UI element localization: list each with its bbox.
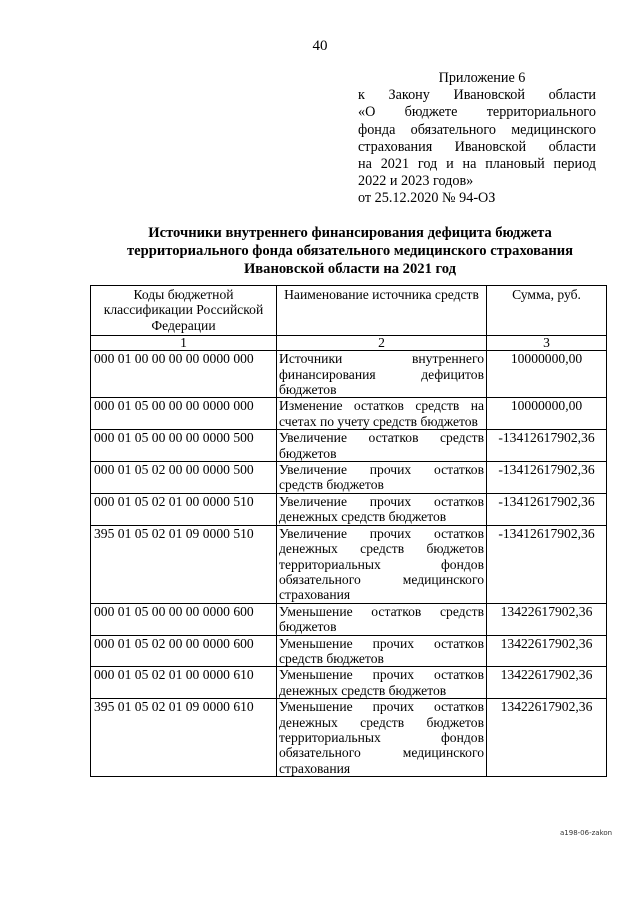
row-code: 000 01 05 02 01 00 0000 510 <box>91 493 277 525</box>
row-name: Источники внутреннего финансирования дефицитов бюджетов <box>277 351 487 398</box>
appendix-header <box>358 70 596 208</box>
table-row <box>91 699 607 777</box>
row-name: Изменение остатков средств на счетах по учету средств бюджетов <box>277 398 487 430</box>
row-sum: -13412617902,36 <box>487 525 607 603</box>
row-sum: 13422617902,36 <box>487 699 607 777</box>
table-row <box>91 635 607 667</box>
financing-sources-table <box>90 285 607 777</box>
row-name: Уменьшение прочих остатков денежных средств бюджетов территориальных фондов обязательного медицинского страхования <box>277 699 487 777</box>
row-code: 000 01 05 02 00 00 0000 500 <box>91 462 277 494</box>
page-number: 40 <box>312 38 328 54</box>
row-name: Увеличение прочих остатков средств бюджетов <box>277 462 487 494</box>
appendix-line-3: «О бюджете территориального <box>358 104 596 121</box>
row-sum: 13422617902,36 <box>487 603 607 635</box>
header-sum: Сумма, руб. <box>487 286 607 336</box>
appendix-line-7: 2022 и 2023 годов» <box>358 173 474 190</box>
row-code: 000 01 00 00 00 00 0000 000 <box>91 351 277 398</box>
row-sum: -13412617902,36 <box>487 493 607 525</box>
row-name: Увеличение прочих остатков денежных средств бюджетов территориальных фондов обязательного медицинского страхования <box>277 525 487 603</box>
appendix-line-1: Приложение 6 <box>438 70 526 86</box>
row-name: Уменьшение остатков средств бюджетов <box>277 603 487 635</box>
appendix-line-2: к Закону Ивановской области <box>358 87 596 104</box>
column-number-3: 3 <box>487 336 607 351</box>
table-row <box>91 398 607 430</box>
appendix-line-6: на 2021 год и на плановый период <box>358 156 596 173</box>
row-sum: -13412617902,36 <box>487 462 607 494</box>
row-code: 395 01 05 02 01 09 0000 610 <box>91 699 277 777</box>
header-codes: Коды бюджетной классификации Российской Федерации <box>91 286 277 336</box>
table-row <box>91 430 607 462</box>
row-code: 395 01 05 02 01 09 0000 510 <box>91 525 277 603</box>
table-row <box>91 493 607 525</box>
title-line-3: Ивановской области на 2021 год <box>243 261 457 277</box>
table-row <box>91 603 607 635</box>
footer-document-code: a198-06-zakon <box>560 829 613 837</box>
appendix-line-5: страхования Ивановской области <box>358 138 596 155</box>
table-row <box>91 351 607 398</box>
row-sum: 10000000,00 <box>487 351 607 398</box>
header-name: Наименование источника средств <box>277 286 487 336</box>
column-number-row <box>91 336 607 351</box>
document-title <box>90 224 610 278</box>
appendix-line-8: от 25.12.2020 № 94-ОЗ <box>358 190 496 207</box>
table-row <box>91 525 607 603</box>
title-line-1: Источники внутреннего финансирования дефицита бюджета <box>148 225 552 241</box>
row-code: 000 01 05 00 00 00 0000 500 <box>91 430 277 462</box>
row-sum: 13422617902,36 <box>487 667 607 699</box>
column-number-1: 1 <box>91 336 277 351</box>
table-header-row <box>91 286 607 336</box>
row-name: Увеличение остатков средств бюджетов <box>277 430 487 462</box>
table-row <box>91 462 607 494</box>
row-code: 000 01 05 00 00 00 0000 000 <box>91 398 277 430</box>
row-name: Увеличение прочих остатков денежных средств бюджетов <box>277 493 487 525</box>
appendix-line-4: фонда обязательного медицинского <box>358 121 596 138</box>
row-code: 000 01 05 02 00 00 0000 600 <box>91 635 277 667</box>
title-line-2: территориального фонда обязательного медицинского страхования <box>126 243 574 259</box>
column-number-2: 2 <box>277 336 487 351</box>
row-code: 000 01 05 00 00 00 0000 600 <box>91 603 277 635</box>
row-code: 000 01 05 02 01 00 0000 610 <box>91 667 277 699</box>
row-sum: -13412617902,36 <box>487 430 607 462</box>
row-sum: 10000000,00 <box>487 398 607 430</box>
row-name: Уменьшение прочих остатков денежных средств бюджетов <box>277 667 487 699</box>
table-row <box>91 667 607 699</box>
row-name: Уменьшение прочих остатков средств бюджетов <box>277 635 487 667</box>
row-sum: 13422617902,36 <box>487 635 607 667</box>
